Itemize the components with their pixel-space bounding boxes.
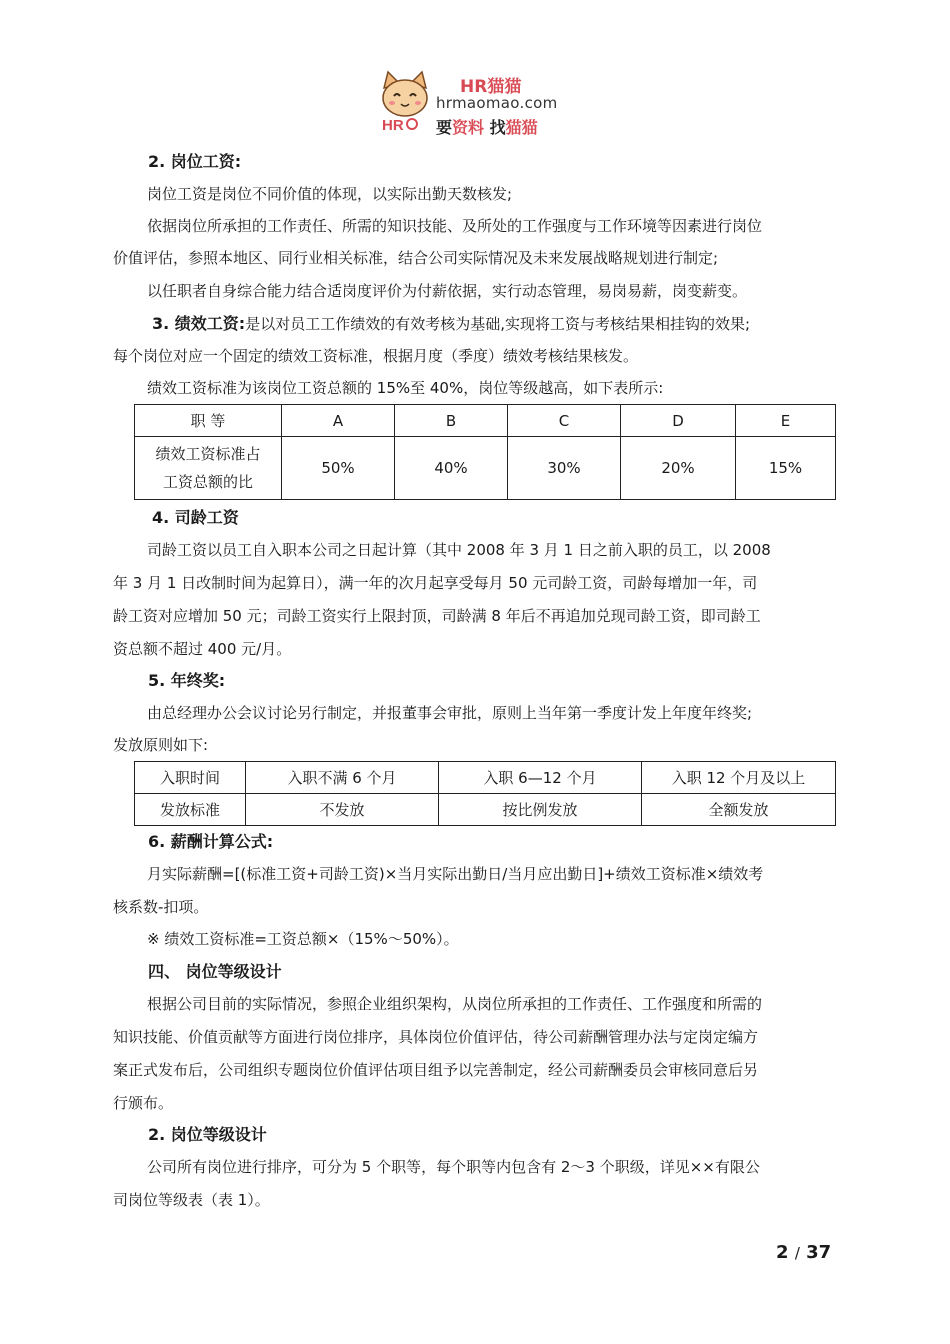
cat-mascot-icon	[372, 68, 438, 134]
slogan-part: 资料	[452, 118, 485, 137]
section-heading: 6. 薪酬计算公式:	[148, 832, 274, 851]
table-cell: 不发放	[246, 794, 439, 826]
table-cell: 入职 12 个月及以上	[642, 762, 836, 794]
paragraph: 每个岗位对应一个固定的绩效工资标准，根据月度（季度）绩效考核结果核发。	[113, 347, 639, 365]
paragraph: 发放原则如下:	[113, 736, 209, 754]
paragraph-text: 是以对员工工作绩效的有效考核为基础,实现将工资与考核结果相挂钩的效果;	[245, 315, 751, 333]
table-cell: 50%	[282, 437, 395, 500]
table-cell: 全额发放	[642, 794, 836, 826]
chapter-heading: 四、 岗位等级设计	[148, 962, 282, 981]
paragraph: ※ 绩效工资标准=工资总额×（15%～50%）。	[147, 930, 459, 948]
paragraph: 年 3 月 1 日改制时间为起算日），满一年的次月起享受每月 50 元司龄工资，司龄每增加一年，司	[113, 574, 758, 592]
table-cell: 30%	[508, 437, 621, 500]
section-heading: 2. 岗位等级设计	[148, 1125, 267, 1144]
hr-maomao-logo	[372, 68, 592, 142]
paragraph: 根据公司目前的实际情况，参照企业组织架构，从岗位所承担的工作责任、工作强度和所需的	[147, 995, 763, 1013]
table-cell: 入职不满 6 个月	[246, 762, 439, 794]
year-end-bonus-table	[134, 761, 836, 826]
paragraph: 月实际薪酬=[(标准工资+司龄工资)×当月实际出勤日/当月应出勤日]+绩效工资标准×绩效考	[147, 865, 764, 883]
table-cell: 入职时间	[135, 762, 246, 794]
paragraph: 价值评估，参照本地区、同行业相关标准，结合公司实际情况及未来发展战略规划进行制定;	[113, 249, 719, 267]
paragraph: 龄工资对应增加 50 元；司龄工资实行上限封顶，司龄满 8 年后不再追加兑现司龄工资，即司龄工	[113, 607, 761, 625]
logo-url: hrmaomao.com	[436, 94, 558, 112]
table-row-label	[135, 437, 282, 500]
performance-pay-table	[134, 404, 836, 500]
page-separator: /	[794, 1244, 800, 1262]
table-header-cell: A	[282, 405, 395, 437]
logo-slogan	[436, 115, 538, 138]
row-label-line: 工资总额的比	[162, 473, 253, 491]
paragraph: 岗位工资是岗位不同价值的体现，以实际出勤天数核发;	[147, 185, 513, 203]
table-header-cell: D	[621, 405, 736, 437]
paragraph: 知识技能、价值贡献等方面进行岗位排序，具体岗位价值评估，待公司薪酬管理办法与定岗定编方	[113, 1028, 759, 1046]
table-cell: 发放标准	[135, 794, 246, 826]
paragraph	[152, 314, 882, 334]
paragraph: 公司所有岗位进行排序，可分为 5 个职等，每个职等内包含有 2～3 个职级，详见××有限公	[147, 1158, 760, 1176]
svg-text:HR: HR	[382, 117, 404, 134]
section-heading: 4. 司龄工资	[152, 508, 239, 527]
paragraph: 绩效工资标准为该岗位工资总额的 15%至 40%，岗位等级越高，如下表所示:	[147, 379, 664, 397]
paragraph: 资总额不超过 400 元/月。	[113, 640, 292, 658]
slogan-part: 找	[484, 118, 506, 137]
paragraph: 行颁布。	[113, 1094, 174, 1112]
table-cell: 40%	[395, 437, 508, 500]
table-header-cell: C	[508, 405, 621, 437]
table-cell: 按比例发放	[439, 794, 642, 826]
paragraph: 以任职者自身综合能力结合适岗度评价为付薪依据，实行动态管理，易岗易薪，岗变薪变。	[147, 282, 748, 300]
row-label-line: 绩效工资标准占	[155, 445, 261, 463]
table-header-cell: E	[736, 405, 836, 437]
paragraph: 司龄工资以员工自入职本公司之日起计算（其中 2008 年 3 月 1 日之前入职的员工，以 2008	[147, 541, 771, 559]
paragraph: 由总经理办公会议讨论另行制定，并报董事会审批，原则上当年第一季度计发上年度年终奖;	[147, 704, 753, 722]
table-cell: 20%	[621, 437, 736, 500]
slogan-part: 猫猫	[505, 118, 538, 137]
section-heading: 2. 岗位工资:	[148, 152, 242, 171]
section-heading: 5. 年终奖:	[148, 671, 226, 690]
paragraph: 核系数-扣项。	[113, 898, 209, 916]
page-number	[776, 1242, 831, 1263]
table-header-cell: B	[395, 405, 508, 437]
table-cell: 入职 6—12 个月	[439, 762, 642, 794]
slogan-part: 要	[436, 118, 453, 137]
paragraph: 案正式发布后，公司组织专题岗位价值评估项目组予以完善制定，经公司薪酬委员会审核同意后另	[113, 1061, 759, 1079]
section-heading: 3. 绩效工资:	[152, 314, 246, 333]
page-total: 37	[806, 1242, 832, 1263]
paragraph: 司岗位等级表（表 1）。	[113, 1191, 270, 1209]
table-cell: 15%	[736, 437, 836, 500]
paragraph: 依据岗位所承担的工作责任、所需的知识技能、及所处的工作强度与工作环境等因素进行岗位	[147, 217, 763, 235]
logo-brand: HR猫猫	[460, 77, 522, 97]
page-current: 2	[776, 1242, 789, 1263]
table-header-cell: 职 等	[135, 405, 282, 437]
